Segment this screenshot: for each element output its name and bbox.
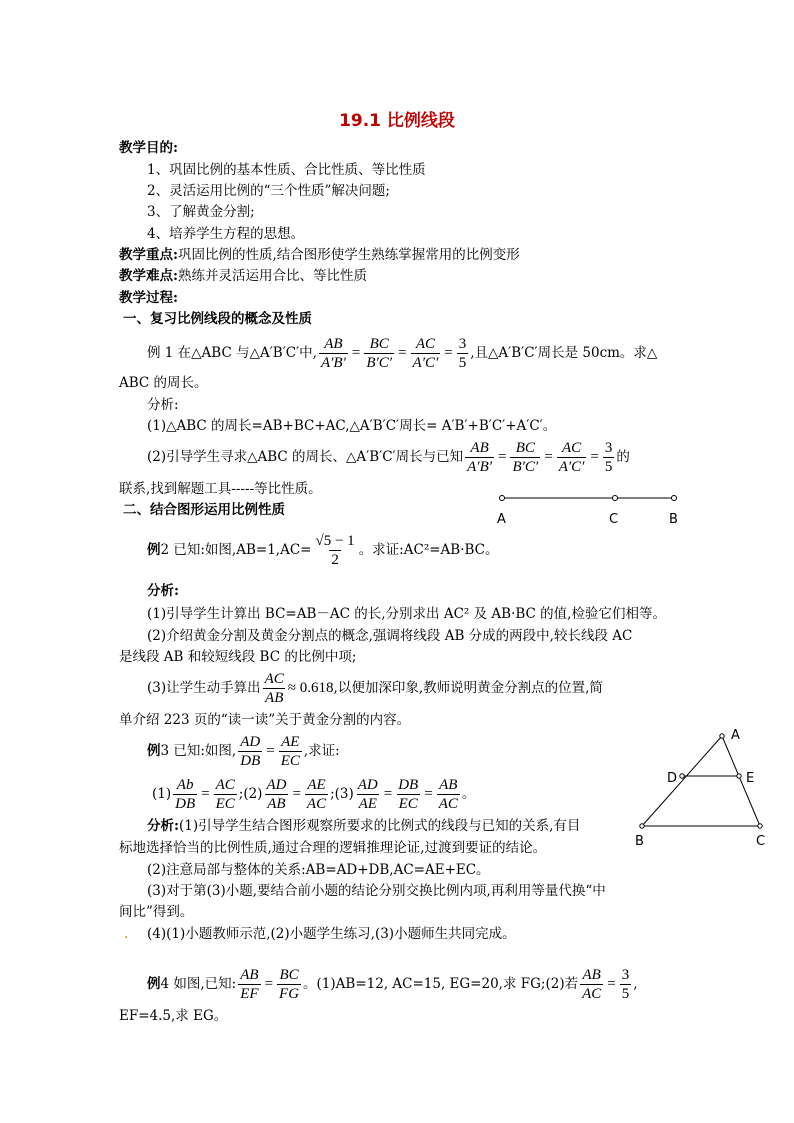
label-b: B: [635, 834, 644, 849]
label-a: A: [731, 728, 740, 743]
objective-item: 3、了解黄金分割;: [147, 204, 255, 220]
point-d: [680, 774, 684, 778]
page-title: 19.1 比例线段: [339, 111, 455, 131]
example-4-statement: 例 4 如图,已知: $\frac{AB}{EF}$ = $\frac{BC}{FG}$ 。(1)AB=12, AC=15, EG=20,求 FG;(2)若 $\frac{AB}{AC}$ = $\frac{3}{5}$ ,: [147, 966, 638, 1002]
ex1-point-2: (2)引导学生寻求△ABC 的周长、△A′B′C′周长与已知 $\frac{AB}{A'B'}$ = $\frac{BC}{B'C'}$ = $\frac{AC}{A'C'}$ = $\frac{3}{5}$ 的: [147, 439, 630, 475]
fraction: $\frac{AB}{A'B'}$: [320, 335, 346, 371]
side-ac: [722, 736, 760, 826]
key-text: 巩固比例的性质,结合图形使学生熟练掌握常用的比例变形: [177, 247, 520, 263]
triangle-figure: [632, 724, 772, 850]
fraction: $\frac{AC}{EC}$: [215, 776, 235, 812]
point-b: [640, 824, 644, 828]
ex1-line2: ABC 的周长。: [119, 375, 208, 391]
ex1-prefix: 例 1 在△ABC 与△A′B′C′中,: [147, 345, 317, 361]
segment-figure: [490, 488, 690, 530]
fraction: $\frac{AB}{AC}$: [582, 966, 602, 1002]
ex2-point-3: (3)让学生动手算出 $\frac{AC}{AB}$ ≈ 0.618 ,以便加深印象,教师说明黄金分割点的位置,简: [147, 670, 603, 706]
ex3-analysis-3-line2: 间比”得到。: [119, 904, 194, 920]
fraction: $\frac{Ab}{DB}$: [175, 776, 196, 812]
ex2-analysis-label: 分析:: [147, 583, 179, 599]
ex3-analysis-4: (4)(1)小题教师示范,(2)小题学生练习,(3)小题师生共同完成。: [147, 926, 516, 942]
difficulty-label: 教学难点:: [119, 268, 178, 284]
point-c: [758, 824, 762, 828]
label-c: C: [609, 512, 619, 527]
example-3-items: (1) $\frac{Ab}{DB}$ = $\frac{AC}{EC}$ ;(2) $\frac{AD}{AB}$ = $\frac{AE}{AC}$ ;(3) $\frac{AD}{AE}$ = $\frac{DB}{EC}$ = $\frac{AB}{AC}$ 。: [152, 776, 476, 812]
point-e: [737, 774, 741, 778]
objectives-heading: 教学目的:: [119, 140, 178, 156]
bullet-dot: .: [124, 926, 129, 942]
key-points: [119, 246, 520, 264]
fraction: $\frac{AC}{A'C'}$: [412, 335, 439, 371]
fraction: $\frac{AB}{EF}$: [240, 966, 259, 1002]
ex3-analysis-2: (2)注意局部与整体的关系:AB=AD+DB,AC=AE+EC。: [147, 862, 490, 878]
ex4-line2: EF=4.5,求 EG。: [119, 1008, 228, 1024]
ex3-analysis-3: (3)对于第(3)小题,要结合前小题的结论分别交换比例内项,再利用等量代换“中: [147, 883, 606, 899]
fraction: $\frac{BC}{B'C'}$: [512, 439, 539, 475]
fraction: $\frac{AD}{AB}$: [266, 776, 287, 812]
ex3-analysis-1: 分析:(1)引导学生结合图形观察所要求的比例式的线段与已知的关系,有目: [147, 818, 581, 834]
ex2-point-2: (2)介绍黄金分割及黄金分割点的概念,强调将线段 AB 分成的两段中,较长线段 AC: [147, 628, 633, 644]
key-label: 教学重点:: [119, 247, 178, 263]
example-2-statement: 例 2 已知:如图,AB=1,AC= $\frac{√5 - 1}{2}$ 。求证:AC²=AB·BC。: [147, 532, 499, 568]
ex1-analysis-label: 分析:: [147, 397, 179, 413]
objective-item: 4、培养学生方程的思想。: [147, 226, 305, 242]
fraction: $\frac{√5 - 1}{2}$: [315, 532, 355, 568]
fraction: $\frac{AC}{AB}$: [264, 670, 284, 706]
fraction: $\frac{BC}{FG}$: [279, 966, 300, 1002]
difficulty-text: 熟练并灵活运用合比、等比性质: [177, 268, 367, 284]
point-c: [613, 496, 618, 501]
section-heading-2: 二、结合图形运用比例性质: [123, 502, 285, 518]
ex2-point-3-line2: 单介绍 223 页的“读一读”关于黄金分割的内容。: [119, 712, 411, 728]
example-1-statement: 例 1 在△ABC 与△A′B′C′中, $\frac{AB}{A'B'}$ = $\frac{BC}{B'C'}$ = $\frac{AC}{A'C'}$ = $\frac{3}{5}$ ,且△A′B′C′周长是 50cm。求△: [147, 335, 658, 371]
point-a: [720, 734, 724, 738]
ex1-point-1: (1)△ABC 的周长=AB+BC+AC,△A′B′C′周长= A′B′+B′C′+A′C′。: [147, 418, 557, 434]
label-d: D: [667, 771, 678, 786]
example-3-statement: 例 3 已知:如图, $\frac{AD}{DB}$ = $\frac{AE}{EC}$ ,求证:: [147, 733, 340, 769]
ex3-analysis-1-line2: 标地选择恰当的比例性质,通过合理的逻辑推理论证,过渡到要证的结论。: [119, 840, 547, 856]
fraction: $\frac{AE}{EC}$: [280, 733, 300, 769]
fraction: $\frac{DB}{EC}$: [398, 776, 419, 812]
fraction: $\frac{3}{5}$: [604, 439, 613, 475]
ex1-point-2-line2: 联系,找到解题工具-----等比性质。: [119, 481, 322, 497]
section-heading-1: 一、复习比例线段的概念及性质: [123, 311, 312, 327]
fraction: $\frac{AB}{A'B'}$: [467, 439, 493, 475]
fraction: $\frac{AE}{AC}$: [306, 776, 327, 812]
fraction: $\frac{BC}{B'C'}$: [366, 335, 393, 371]
objective-item: 2、灵活运用比例的“三个性质”解决问题;: [147, 183, 390, 199]
difficulties: [119, 267, 367, 285]
fraction: $\frac{AD}{AE}$: [357, 776, 378, 812]
side-ab: [642, 736, 722, 826]
point-a: [500, 496, 505, 501]
objective-item: 1、巩固比例的基本性质、合比性质、等比性质: [147, 162, 426, 178]
fraction: $\frac{3}{5}$: [621, 966, 630, 1002]
ex2-point-1: (1)引导学生计算出 BC=AB－AC 的长,分别求出 AC² 及 AB·BC 的值,检验它们相等。: [147, 606, 666, 622]
label-a: A: [497, 512, 506, 527]
ex1-suffix: ,且△A′B′C′周长是 50cm。求△: [470, 345, 658, 361]
process-label: 教学过程:: [119, 290, 178, 306]
label-b: B: [669, 512, 678, 527]
ex2-point-2-line2: 是线段 AB 和较短线段 BC 的比例中项;: [119, 649, 357, 665]
label-e: E: [746, 771, 755, 786]
fraction: $\frac{3}{5}$: [458, 335, 467, 371]
fraction: $\frac{AB}{AC}$: [438, 776, 458, 812]
label-c: C: [756, 834, 766, 849]
point-b: [672, 496, 677, 501]
fraction: $\frac{AC}{A'C'}$: [558, 439, 585, 475]
fraction: $\frac{AD}{DB}$: [240, 733, 261, 769]
